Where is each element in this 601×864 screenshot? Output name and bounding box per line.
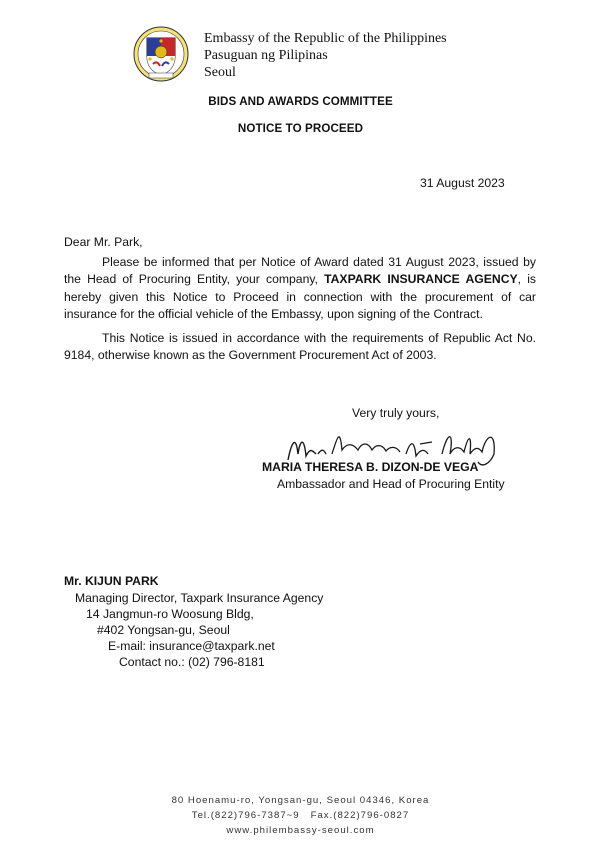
footer-address: 80 Hoenamu-ro, Yongsan-gu, Seoul 04346, Korea <box>171 795 430 806</box>
letterhead-org-name: Embassy of the Republic of the Philippines <box>204 31 447 46</box>
body-paragraph-1 <box>64 254 536 324</box>
recipient-address-line-2: #402 Yongsan-gu, Seoul <box>97 623 230 637</box>
salutation: Dear Mr. Park, <box>64 235 143 249</box>
letterhead-org-tagalog: Pasuguan ng Pilipinas <box>204 48 328 63</box>
recipient-name: Mr. KIJUN PARK <box>64 574 159 588</box>
recipient-contact: Contact no.: (02) 796-8181 <box>119 655 265 669</box>
paragraph-1-rest: , is hereby given this Notice to Proceed in connection with the procurement of car insurance for the official vehicle of the Embassy, upon signing of the Contract. <box>64 272 536 322</box>
recipient-address-line-1: 14 Jangmun-ro Woosung Bldg, <box>86 607 254 621</box>
closing: Very truly yours, <box>352 406 440 420</box>
signatory-name: MARIA THERESA B. DIZON-DE VEGA <box>262 460 479 474</box>
committee-heading: BIDS AND AWARDS COMMITTEE <box>208 95 393 108</box>
letter-date: 31 August 2023 <box>420 176 505 190</box>
body-paragraph-2: This Notice is issued in accordance with the requirements of Republic Act No. 9184, otherwise known as the Government Procurement Act of 2003. <box>64 331 536 363</box>
company-name: TAXPARK INSURANCE AGENCY <box>324 272 518 287</box>
paragraph-1-intro: Please be informed that per Notice of Award dated 31 August 2023, issued by the Head of Procuring Entity, your company, <box>64 255 536 287</box>
letterhead-city: Seoul <box>204 65 236 80</box>
recipient-position: Managing Director, Taxpark Insurance Agency <box>75 591 324 605</box>
document-title: NOTICE TO PROCEED <box>237 122 364 135</box>
signatory-title: Ambassador and Head of Procuring Entity <box>277 477 505 491</box>
footer-website: www.philembassy-seoul.com <box>226 825 375 836</box>
footer-phone-fax: Tel.(822)796-7387~9 Fax.(822)796-0827 <box>191 810 410 821</box>
recipient-email: E-mail: insurance@taxpark.net <box>108 639 275 653</box>
philippine-seal-icon <box>133 26 189 82</box>
